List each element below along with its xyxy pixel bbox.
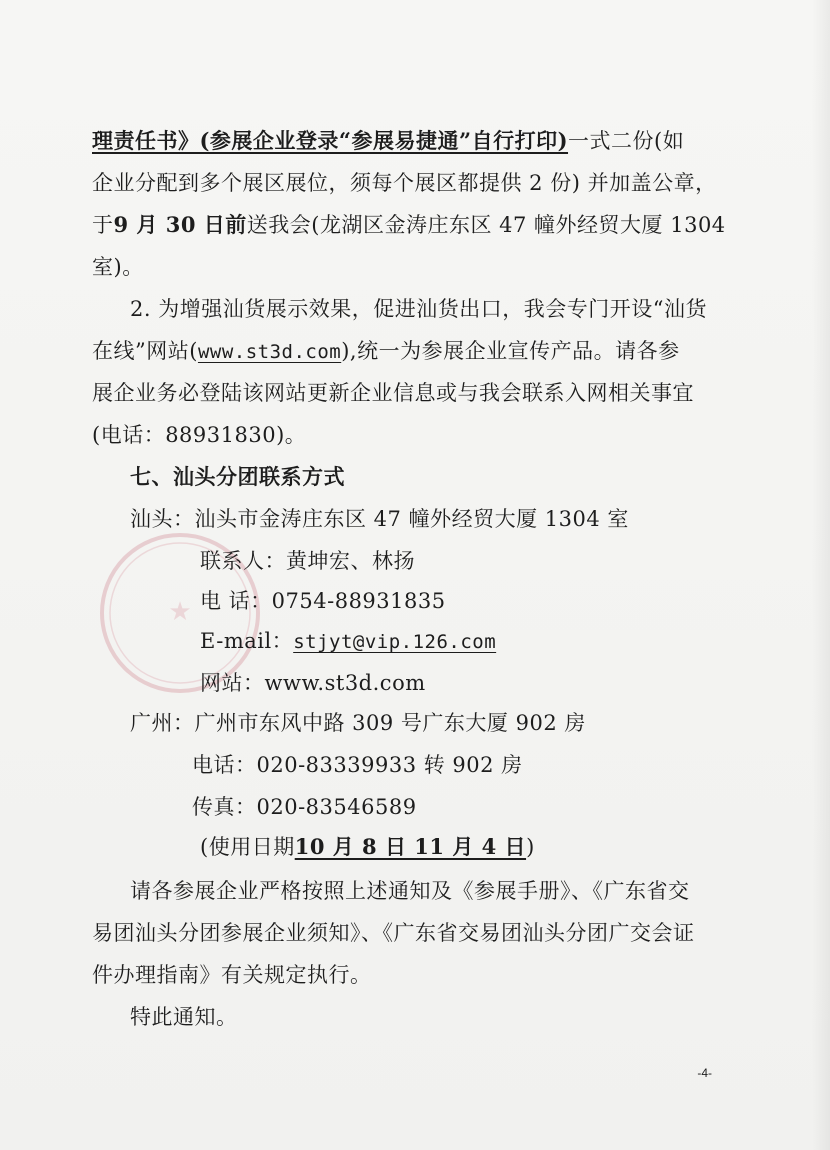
guangzhou-phone: 电话：020-83339933 转 902 房 xyxy=(192,753,523,777)
paragraph2-line3: 展企业务必登陆该网站更新企业信息或与我会联系入网相关事宜 xyxy=(92,381,694,405)
shantou-phone: 电 话：0754-88931835 xyxy=(200,589,446,613)
paragraph1-line1-suffix: 一式二份(如 xyxy=(568,129,685,153)
usage-dates: 10 月 8 日 11 月 4 日 xyxy=(294,834,527,859)
shantou-website: 网站：www.st3d.com xyxy=(200,671,426,695)
paragraph2-line2-prefix: 在线”网站( xyxy=(92,339,198,363)
page-edge-shadow xyxy=(812,0,830,1150)
usage-prefix: (使用日期 xyxy=(200,835,295,859)
email-label: E-mail： xyxy=(200,629,294,653)
closing-line1: 请各参展企业严格按照上述通知及《参展手册》、《广东省交 xyxy=(130,879,690,903)
shantou-address: 汕头：汕头市金涛庄东区 47 幢外经贸大厦 1304 室 xyxy=(130,507,629,531)
website-link[interactable]: www.st3d.com xyxy=(197,341,342,363)
shantou-email-line xyxy=(200,628,496,655)
guangzhou-usage xyxy=(200,834,535,860)
paragraph2-line4: (电话：88931830)。 xyxy=(92,423,307,447)
paragraph1-line2: 企业分配到多个展区展位，须每个展区都提供 2 份) 并加盖公章， xyxy=(92,171,717,195)
section7-heading: 七、汕头分团联系方式 xyxy=(130,464,345,489)
paragraph1-line4: 室)。 xyxy=(92,255,144,279)
paragraph1-line1 xyxy=(92,128,684,154)
paragraph1-line3-prefix: 于 xyxy=(92,213,114,237)
paragraph2-line1: 2. 为增强汕货展示效果，促进汕货出口，我会专门开设“汕货 xyxy=(130,297,707,321)
closing-line3: 件办理指南》有关规定执行。 xyxy=(92,963,372,987)
paragraph2-line2-suffix: ),统一为参展企业宣传产品。请各参 xyxy=(341,339,680,363)
svg-text:★: ★ xyxy=(168,597,192,627)
paragraph2-line2 xyxy=(92,338,680,365)
shantou-contact: 联系人：黄坤宏、林扬 xyxy=(200,549,415,573)
email-link[interactable]: stjyt@vip.126.com xyxy=(293,631,497,653)
closing-notice: 特此通知。 xyxy=(130,1005,238,1029)
paragraph1-line1-prefix: 理责任书》(参展企业登录“参展易捷通”自行打印) xyxy=(92,128,569,153)
guangzhou-address: 广州：广州市东风中路 309 号广东大厦 902 房 xyxy=(130,711,586,735)
closing-line2: 易团汕头分团参展企业须知》、《广东省交易团汕头分团广交会证 xyxy=(92,921,695,945)
paragraph1-line3 xyxy=(92,212,726,238)
usage-suffix: ) xyxy=(526,835,535,859)
paragraph1-line3-suffix: 送我会(龙湖区金涛庄东区 47 幢外经贸大厦 1304 xyxy=(246,213,726,237)
page-number: -4- xyxy=(697,1066,712,1080)
paragraph1-deadline: 9 月 30 日前 xyxy=(113,212,247,237)
guangzhou-fax: 传真：020-83546589 xyxy=(192,795,417,819)
